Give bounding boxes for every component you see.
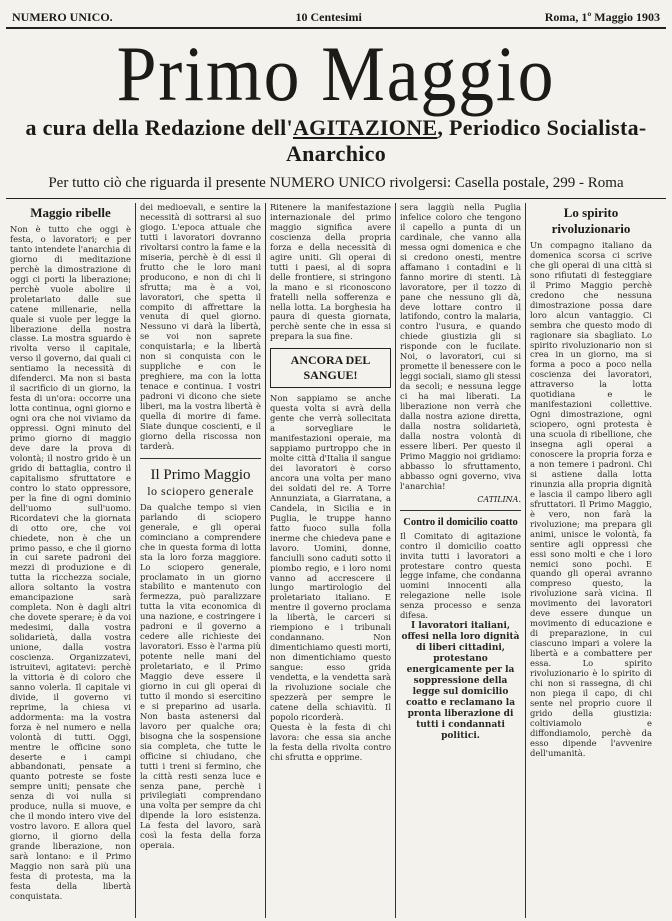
subtitle-paper: AGITAZIONE <box>292 115 438 140</box>
article-text-sciopero: Da qualche tempo si vien parlando di sciopero generale, e gli operai cominciano a comprendere che in questa forma di lotta sta la loro forza maggiore. Lo sciopero generale, proclamato in un giorno stabilito e mantenuto con fermezza, può paralizzare tutta la vita economica di una nazione, e costringere i padroni e il governo a cedere alle richieste dei lavoratori. Esso è l'arma più potente nelle mani del proletariato, e il Primo Maggio deve essere il giorno in cui gli operai di tutto il mondo si esercitino e si preparino ad usarla. Non basta astenersi dal lavoro per qualche ora; bisogna che la sospensione sia completa, che tutte le officine si chiudano, che tutti i treni si fermino, che la città resti senza luce e senza pane, perchè i privilegiati comprendano una volta per sempre da chi dipende la loro esistenza. La festa del lavoro, sarà così la festa della forza operaia. <box>140 501 261 851</box>
newspaper-page <box>6 2 666 918</box>
edition-label: NUMERO UNICO. <box>12 10 113 24</box>
article-text-col4: sera laggiù nella Puglia infelice coloro che tengono il capello a punta di un cardinale, che vanno alla messa ogni domenica e che si credono onesti, mentre affamano i contadini e li fanno morire di stenti. Là lavoratore, per il tozzo di pane che nessuno gli dà, deve lottare contro il latifondo, contro la malaria, contro l'usura, e quando chiede giustizia gli si risponde con le fucilate. Noi, o lavoratori, cui si promette il benessere con le leggi sociali, siamo gli stessi da secoli; e nessuna legge ci ha mai liberati. La liberazione non verrà che dalla nostra azione diretta, dalla nostra solidarietà, dalla nostra volontà di essere liberi. Per questo il Primo Maggio noi gridiamo: abbasso lo sfruttamento, abbasso ogni governo, viva l'anarchia! <box>400 203 521 491</box>
top-line <box>6 2 666 29</box>
subtitle-post: , Periodico Socialista-Anarchico <box>285 115 647 166</box>
subtitle-pre: a cura della Redazione dell' <box>25 115 293 140</box>
article-text-spirito-rivoluzionario: Un compagno italiano da domenica scorsa ci scrive che gli operai di una città si sono rifiutati di festeggiare il Primo Maggio perchè credono che nessuna dimostrazione possa dare loro alcun vantaggio. Ci sembra che questo modo di ragionare sia sbagliato. Lo spirito rivoluzionario non si crea in un giorno, ma si forma a poco a poco nella coscienza dei lavoratori, attraverso la lotta quotidiana e le manifestazioni collettive. Ogni dimostrazione, ogni sciopero, ogni protesta è una scuola di ribellione, che insegna agli operai a conoscere la propria forza e a non temere i padroni. Chi si astiene dalla lotta rinunzia alla propria dignità e lascia il campo libero agli sfruttatori. Il Primo Maggio, è vero, non farà la rivoluzione; ma prepara gli animi, unisce le volontà, fa sentire agli oppressi che essi sono molti e che i loro nemici sono pochi. E quando gli operai avranno compreso questo, la rivoluzione sarà vicina. Il movimento dei lavoratori deve essere dunque un movimento di educazione e di preparazione, in cui ciascuno impari a volere la libertà e a combattere per essa. Lo spirito rivoluzionario è lo spirito di chi non si rassegna, di chi non piega il capo, di chi sente nel proprio cuore il grido della giustizia: coltiviamolo e diffondiamolo, perchè da esso dipende l'avvenire dell'umanità. <box>530 240 652 758</box>
article-text-col2: dei medioevali, e sentire la necessità di sottrarsi al suo giogo. L'epoca attuale che tutti i lavoratori dovranno rivoltarsi contro la fame e la miseria, perchè è di essi il frutto che le loro mani producono, e non di chi li sfrutta; ma è a voi, lavoratori, che spetta il compito di affrettare la venuta di quel giorno. Nessuno vi darà la libertà, se voi non saprete conquistarla; e la libertà non si conquista con le suppliche e con le preghiere, ma con la lotta tenace e continua. I vostri padroni vi dicono che siete liberi, ma la vostra libertà è quella di morire di fame. Siate dunque coscienti, e il giorno della riscossa non tarderà. <box>140 203 261 451</box>
masthead-title: Primo Maggio <box>116 30 556 117</box>
article-title-domicilio-coatto: Contro il domicilio coatto <box>403 516 518 528</box>
column-4 <box>396 203 526 918</box>
protest-text: I lavoratori italiani, offesi nella loro dignità di liberi cittadini, protestano energicamente per la soppressione della legge sul domicilio coatto e reclamano la pronta liberazione di tutti i condannati politici. <box>401 621 520 742</box>
article-title-maggio-ribelle: Maggio ribelle <box>30 205 111 220</box>
column-1 <box>6 203 136 918</box>
protest-block <box>400 621 521 742</box>
article-text-ancora-del-sangue: Non sappiamo se anche questa volta si avrà della gente che verrà sollecitata a sorvegliare le manifestazioni operaie, ma sappiamo purtroppo che in molte città d'Italia il sangue dei lavoratori è corso ancora una volta per mano dei soldati del re. A Torre Annunziata, a Giarratana, a Candela, in Sicilia e in Puglia, le truppe hanno fatto fuoco sulla folla inerme che chiedeva pane e lavoro. Uomini, donne, fanciulli sono caduti sotto il piombo regio, e i loro nomi vanno ad accrescere il lungo martirologio del proletariato italiano. E mentre il governo proclama la libertà, le carceri si riempiono e i tribunali condannano. Non dimentichiamo questi morti, non dimentichiamo questo sangue: esso grida vendetta, e la vendetta sarà la rivoluzione sociale che spezzerà per sempre le catene della schiavitù. Il popolo ricorderà. <box>270 393 391 722</box>
article-tail-col3: Questa è la festa di chi lavora: che essa sia anche la festa della rivolta contro chi sfrutta e opprime. <box>270 721 391 762</box>
column-3 <box>266 203 396 918</box>
columns <box>6 203 666 918</box>
article-title-ancora-del-sangue: ANCORA DEL SANGUE! <box>270 348 391 388</box>
column-5 <box>526 203 656 918</box>
article-title-spirito-rivoluzionario: Lo spirito rivoluzionario <box>551 205 631 236</box>
section-title-primo-maggio: Il Primo Maggio <box>150 466 251 483</box>
divider <box>400 510 521 511</box>
price-label: 10 Centesimi <box>295 10 362 24</box>
section-head-sciopero <box>140 467 261 499</box>
section-title-sciopero: lo sciopero generale <box>147 483 254 498</box>
article-text-col3: Ritenere la manifestazione internazionale del primo maggio significa avere coscienza della propria forza e della necessità di agire uniti. Gli operai di tutti i paesi, al di sopra delle frontiere, si stringono la mano e si riconoscono fratelli nella sofferenza e nella lotta. La borghesia ha paura di questa giornata, perchè sente che in essa si prepara la sua fine. <box>270 203 391 342</box>
masthead-subtitle <box>6 115 666 167</box>
info-line: Per tutto ciò che riguarda il presente NUMERO UNICO rivolgersi: Casella postale, 299 - Roma <box>6 175 666 199</box>
signature: CATILINA. <box>477 494 521 504</box>
place-date: Roma, 1º Maggio 1903 <box>544 10 660 24</box>
article-text-maggio-ribelle: Non è tutto che oggi è festa, o lavoratori; e per tanto intendete l'anarchia di giorno di meditazione perchè la dimostrazione di oggi ci porti la liberazione; perchè vuole abolire il proletariato dalle sue catene millenarie, nella quale si vuole per legge la liberazione della nostra classe. La mostra sguardo è rivolta verso il capitale, verso il governo, dai quali ci sentiamo la necessità di difenderci. Ma non si basta il sacrificio di un giorno, la festa di un'ora: occorre una lotta continua, ogni giorno e ogni ora che noi viviamo da oppressi. Ogni minuto del primo giorno di maggio deve dare la prova di volontà; il nostro grido è un grido di battaglia, contro il capitalismo sfruttatore e contro lo stato oppressore, per la fine di ogni dominio dell'uomo sull'uomo. Ricordatevi che la giornata di otto ore, che voi chiedete, non è che un primo passo, e che il giorno in cui sarete padroni dei mezzi di produzione e di tutta la ricchezza sociale, allora soltanto la vostra emancipazione sarà completa. Non è dagli altri che dovete sperare; è da voi medesimi, dalla vostra solidarietà, dalla vostra unione, dalla vostra coscienza. Organizzatevi, istruitevi, agitatevi: perchè la vittoria è di coloro che sanno volerla. Il capitale vi divide, il governo vi reprime, la chiesa vi addormenta: ma la vostra forza è nel numero e nella volontà di tutti. Oggi, mentre le officine sono deserte e i campi abbandonati, pensate a quanto potreste se foste sempre uniti; pensate che senza di voi nulla si produce, nulla si muove, e che il mondo intero vive del vostro lavoro. E allora quel giorno, il giorno della grande liberazione, non sarà lontano: e il Primo Maggio non sarà più una festa di protesta, ma la festa della libertà conquistata. <box>10 224 131 901</box>
column-2 <box>136 203 266 918</box>
article-text-domicilio-coatto: Il Comitato di agitazione contro il domicilio coatto invita tutti i lavoratori a protestare contro questa legge infame, che condanna uomini innocenti alla relegazione nelle isole senza processo e senza difesa. <box>400 530 521 621</box>
divider <box>140 458 261 459</box>
